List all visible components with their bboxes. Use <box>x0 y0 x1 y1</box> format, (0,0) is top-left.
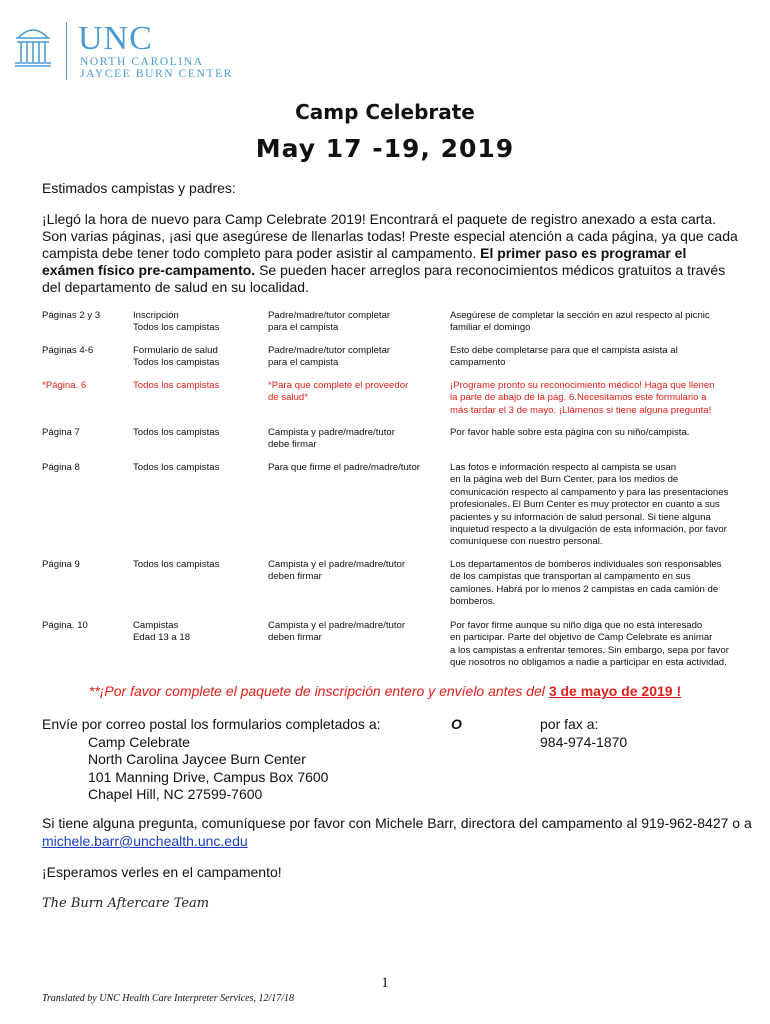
mail-line: North Carolina Jaycee Burn Center <box>88 751 306 767</box>
intro-text-1: ¡Llegó la hora de nuevo para Camp Celebrate 2019! Encontrará el paquete de registro anexado a esta carta. Son varias páginas, ¡asi que asegúrese de llenarlas todas! Preste especial atención a cada página, ya que cada campista debe tener todo completo para poder asistir al campamento. <box>42 211 738 261</box>
logo-divider <box>66 22 67 80</box>
action-cell: Campista y padre/madre/tutor debe firmar <box>268 427 395 451</box>
action-cell: Padre/madre/tutor completar para el campista <box>268 345 391 369</box>
greeting: Estimados campistas y padres: <box>42 180 236 196</box>
action-cell: Campista y el padre/madre/tutor deben firmar <box>268 559 406 583</box>
mail-line: 101 Manning Drive, Campus Box 7600 <box>88 768 329 785</box>
note-cell: Los departamentos de bomberos individuales son responsables de los campistas que transportan al campamento en sus camiones. Habrá por lo menos 2 campistas en cada camión de bomberos. <box>450 559 722 608</box>
action-cell: Para que firme el padre/madre/tutor <box>268 462 420 473</box>
page-number: 1 <box>381 975 389 991</box>
logo-line2: JAYCEE BURN CENTER <box>80 68 233 80</box>
who-cell: Inscripción Todos los campistas <box>133 310 220 334</box>
action-cell: Padre/madre/tutor completar para el campista <box>268 310 391 334</box>
deadline-notice <box>0 683 770 699</box>
note-cell: Por favor hable sobre esta página con su niño/campista. <box>450 427 690 438</box>
fax-block <box>540 716 627 751</box>
who-cell: Formulario de salud Todos los campistas <box>133 345 220 369</box>
email-link[interactable]: michele.barr@unchealth.unc.edu <box>42 833 248 849</box>
who-cell: Todos los campistas <box>133 427 220 438</box>
unc-logo <box>14 20 52 68</box>
page-cell: Página 9 <box>42 559 80 570</box>
fax-number: 984-974-1870 <box>540 733 628 750</box>
mail-line: Camp Celebrate <box>88 733 190 750</box>
note-cell: Asegúrese de completar la sección en azul respecto al picnic familiar el domingo <box>450 310 710 334</box>
who-cell: Todos los campistas <box>133 559 220 570</box>
fax-label: por fax a: <box>540 716 599 732</box>
contact-text: Si tiene alguna pregunta, comuníquese por favor con Michele Barr, directora del campamento al 919-962-8427 o a <box>42 815 752 831</box>
note-cell: ¡Programe pronto su reconocimiento médico! Haga que llenen la parte de abajo de la pág. 6.Necesitamos este formulario a más tardar el 3 de mayo. ¡Llámenos si tiene alguna pregunta! <box>450 380 715 416</box>
closing: ¡Esperamos verles en el campamento! <box>42 864 282 880</box>
contact-paragraph <box>42 814 752 850</box>
notice-text: **¡Por favor complete el paquete de inscripción entero y envíelo antes del <box>88 683 549 699</box>
note-cell: Esto debe completarse para que el campista asista al campamento <box>450 345 678 369</box>
page-cell: Páginas 4-6 <box>42 345 94 356</box>
logo-unc-text: UNC <box>78 20 153 57</box>
intro-paragraph <box>42 211 742 296</box>
intro-text-2: Se pueden hacer arreglos para reconocimientos médicos gratuitos a través del departamento de salud en su localidad. <box>42 262 726 295</box>
mail-label: Envíe por correo postal los formularios completados a: <box>42 716 381 732</box>
footer-note: Translated by UNC Health Care Interpreter Services, 12/17/18 <box>42 993 295 1004</box>
mail-block <box>42 716 381 804</box>
page-cell: Páginas 2 y 3 <box>42 310 101 321</box>
or-separator: O <box>451 716 462 732</box>
intro-bold: El primer paso es programar el exámen físico pre-campamento. <box>42 245 687 278</box>
page-title: Camp Celebrate <box>295 100 475 124</box>
mail-line: Chapel Hill, NC 27599-7600 <box>88 786 263 802</box>
who-cell: Campistas Edad 13 a 18 <box>133 620 191 644</box>
action-cell: *Para que complete el proveedor de salud* <box>268 380 409 404</box>
logo-line1: NORTH CAROLINA <box>80 56 204 68</box>
note-cell: Las fotos e información respecto al campista se usan en la página web del Burn Center, para los medios de comunicación respecto al campamento y para las presentaciones profesionales. El Burn Center es muy protector en cuanto a sus pacientes y su información de salud personal. Si tiene alguna inquietud respecto a la divulgación de esta información, por favor comuníquese con nuestro personal. <box>450 462 729 548</box>
note-cell: Por favor firme aunque su niño diga que no está interesado en participar. Parte del objetivo de Camp Celebrate es animar a los campistas a enfrentar temores. Sin embargo, sepa por favor que nosotros no obligamos a nadie a participar en esta actividad. <box>450 620 729 669</box>
page-cell: Página 7 <box>42 427 80 438</box>
who-cell: Todos los campistas <box>133 380 220 391</box>
event-dates: May 17 -19, 2019 <box>255 134 515 163</box>
who-cell: Todos los campistas <box>133 462 220 473</box>
old-well-icon <box>14 20 52 68</box>
page-cell: Página. 10 <box>42 620 88 631</box>
page-cell: *Página. 6 <box>42 380 87 391</box>
notice-date: 3 de mayo de 2019 ! <box>548 683 682 699</box>
action-cell: Campista y el padre/madre/tutor deben firmar <box>268 620 406 644</box>
signature: The Burn Aftercare Team <box>42 896 210 911</box>
page-cell: Página 8 <box>42 462 80 473</box>
